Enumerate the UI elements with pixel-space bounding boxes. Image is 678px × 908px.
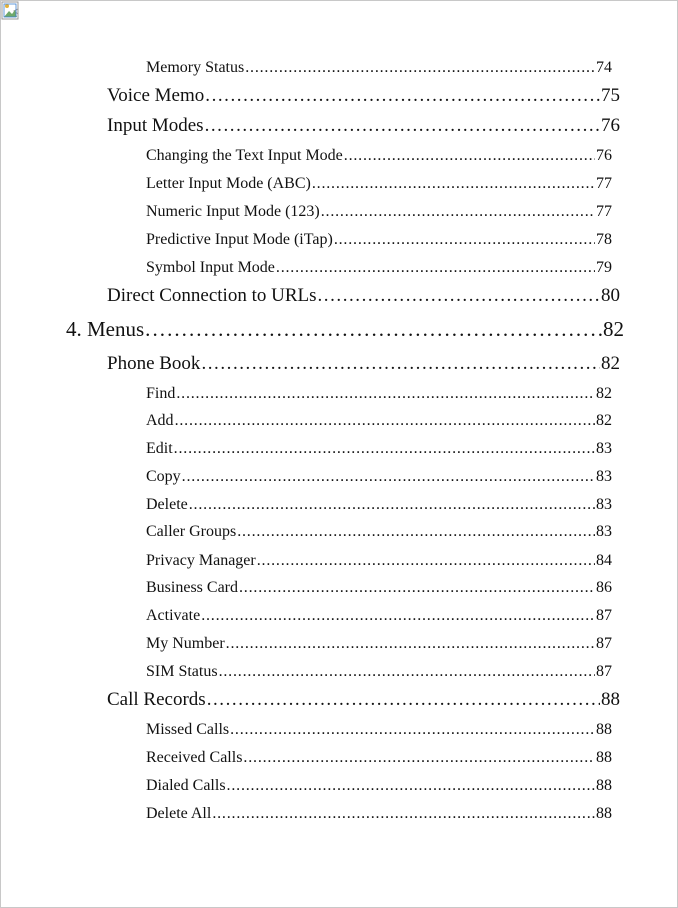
toc-dot-leader [257, 552, 595, 570]
toc-entry-label: Add [146, 412, 174, 429]
toc-entry-label: Edit [146, 440, 173, 457]
toc-dot-leader [182, 468, 595, 486]
toc-entry [107, 285, 620, 311]
toc-entry [146, 440, 612, 462]
toc-entry-label: Delete All [146, 805, 212, 822]
toc-entry-label: My Number [146, 635, 225, 652]
toc-entry [146, 635, 612, 657]
toc-entry-page: 76 [601, 115, 620, 136]
toc-entry-label: Letter Input Mode (ABC) [146, 175, 311, 192]
toc-dot-leader [226, 635, 595, 653]
toc-entry-label: Call Records [107, 689, 206, 710]
toc-entry-label: Business Card [146, 579, 238, 596]
toc-entry [146, 663, 612, 685]
toc-dot-leader [276, 259, 595, 277]
toc-dot-leader [205, 85, 600, 107]
toc-entry-label: Symbol Input Mode [146, 259, 275, 276]
toc-entry [146, 259, 612, 281]
toc-entry-label: Privacy Manager [146, 552, 256, 569]
toc-entry-page: 82 [601, 353, 620, 374]
toc-entry-label: Direct Connection to URLs [107, 285, 317, 306]
toc-dot-leader [174, 440, 595, 458]
toc-entry-label: Memory Status [146, 59, 245, 76]
toc-entry [146, 579, 612, 601]
toc-entry [146, 749, 612, 771]
toc-entry [146, 496, 612, 518]
toc-entry [146, 468, 612, 490]
toc-dot-leader [243, 749, 595, 767]
toc-entry-page: 80 [601, 285, 620, 306]
toc-entry-label: Activate [146, 607, 201, 624]
toc-entry-page: 82 [596, 385, 612, 402]
toc-entry-page: 83 [596, 523, 612, 540]
toc-entry [146, 231, 612, 253]
toc-entry-label: Voice Memo [107, 85, 205, 106]
toc-entry-page: 83 [596, 496, 612, 513]
toc-entry-page: 78 [596, 231, 612, 248]
toc-entry [146, 175, 612, 197]
toc-dot-leader [201, 353, 600, 375]
toc-entry [146, 552, 612, 574]
toc-dot-leader [237, 523, 595, 541]
toc-entry [146, 147, 612, 169]
toc-entry [146, 59, 612, 81]
toc-entry-label: SIM Status [146, 663, 218, 680]
toc-dot-leader [212, 805, 595, 823]
toc-dot-leader [219, 663, 595, 681]
toc-entry-page: 88 [596, 749, 612, 766]
toc-entry-label: Predictive Input Mode (iTap) [146, 231, 333, 248]
toc-entry-page: 82 [596, 412, 612, 429]
toc-dot-leader [318, 285, 601, 307]
toc-entry-page: 88 [601, 689, 620, 710]
toc-dot-leader [239, 579, 595, 597]
toc-entry-label: 4. Menus [66, 317, 145, 341]
toc-entry-page: 88 [596, 805, 612, 822]
toc-entry-label: Dialed Calls [146, 777, 226, 794]
toc-entry-label: Missed Calls [146, 721, 230, 738]
toc-entry-label: Phone Book [107, 353, 201, 374]
toc-entry [107, 85, 620, 111]
toc-dot-leader [145, 317, 602, 342]
toc-entry [107, 115, 620, 141]
toc-entry-page: 87 [596, 607, 612, 624]
toc-dot-leader [176, 385, 595, 403]
toc-dot-leader [207, 689, 600, 711]
toc-entry-page: 87 [596, 635, 612, 652]
toc-entry-page: 75 [601, 85, 620, 106]
toc-entry-page: 83 [596, 440, 612, 457]
toc-entry [146, 203, 612, 225]
toc-entry-page: 77 [596, 203, 612, 220]
toc-dot-leader [230, 721, 595, 739]
toc-entry-page: 86 [596, 579, 612, 596]
toc-entry [146, 523, 612, 545]
toc-entry-label: Changing the Text Input Mode [146, 147, 343, 164]
toc-entry-page: 82 [603, 317, 624, 341]
toc-entry-page: 83 [596, 468, 612, 485]
toc-entry [146, 777, 612, 799]
toc-dot-leader [334, 231, 595, 249]
toc-dot-leader [312, 175, 595, 193]
toc-dot-leader [175, 412, 595, 430]
toc-entry [66, 317, 624, 345]
toc-entry-page: 77 [596, 175, 612, 192]
toc-entry-page: 84 [596, 552, 612, 569]
toc-dot-leader [321, 203, 595, 221]
toc-entry [146, 385, 612, 407]
toc-entry [146, 412, 612, 434]
toc-entry-label: Input Modes [107, 115, 204, 136]
toc-entry-page: 88 [596, 721, 612, 738]
toc-entry-label: Find [146, 385, 176, 402]
toc-entry-page: 76 [596, 147, 612, 164]
toc-dot-leader [201, 607, 595, 625]
toc-dot-leader [189, 496, 595, 514]
toc-entry-label: Numeric Input Mode (123) [146, 203, 320, 220]
toc-entry-label: Caller Groups [146, 523, 237, 540]
toc-dot-leader [344, 147, 595, 165]
broken-image-icon [1, 1, 23, 21]
toc-entry [146, 805, 612, 827]
toc-entry-label: Delete [146, 496, 188, 513]
toc-dot-leader [227, 777, 595, 795]
toc-entry-page: 88 [596, 777, 612, 794]
toc-entry-page: 79 [596, 259, 612, 276]
toc-entry-label: Copy [146, 468, 181, 485]
toc-entry [107, 689, 620, 715]
toc-entry-page: 87 [596, 663, 612, 680]
toc-entry-label: Received Calls [146, 749, 243, 766]
toc-entry [146, 607, 612, 629]
toc-dot-leader [205, 115, 600, 137]
toc-entry [107, 353, 620, 379]
toc-entry [146, 721, 612, 743]
toc-entry-page: 74 [596, 59, 612, 76]
toc-dot-leader [245, 59, 595, 77]
